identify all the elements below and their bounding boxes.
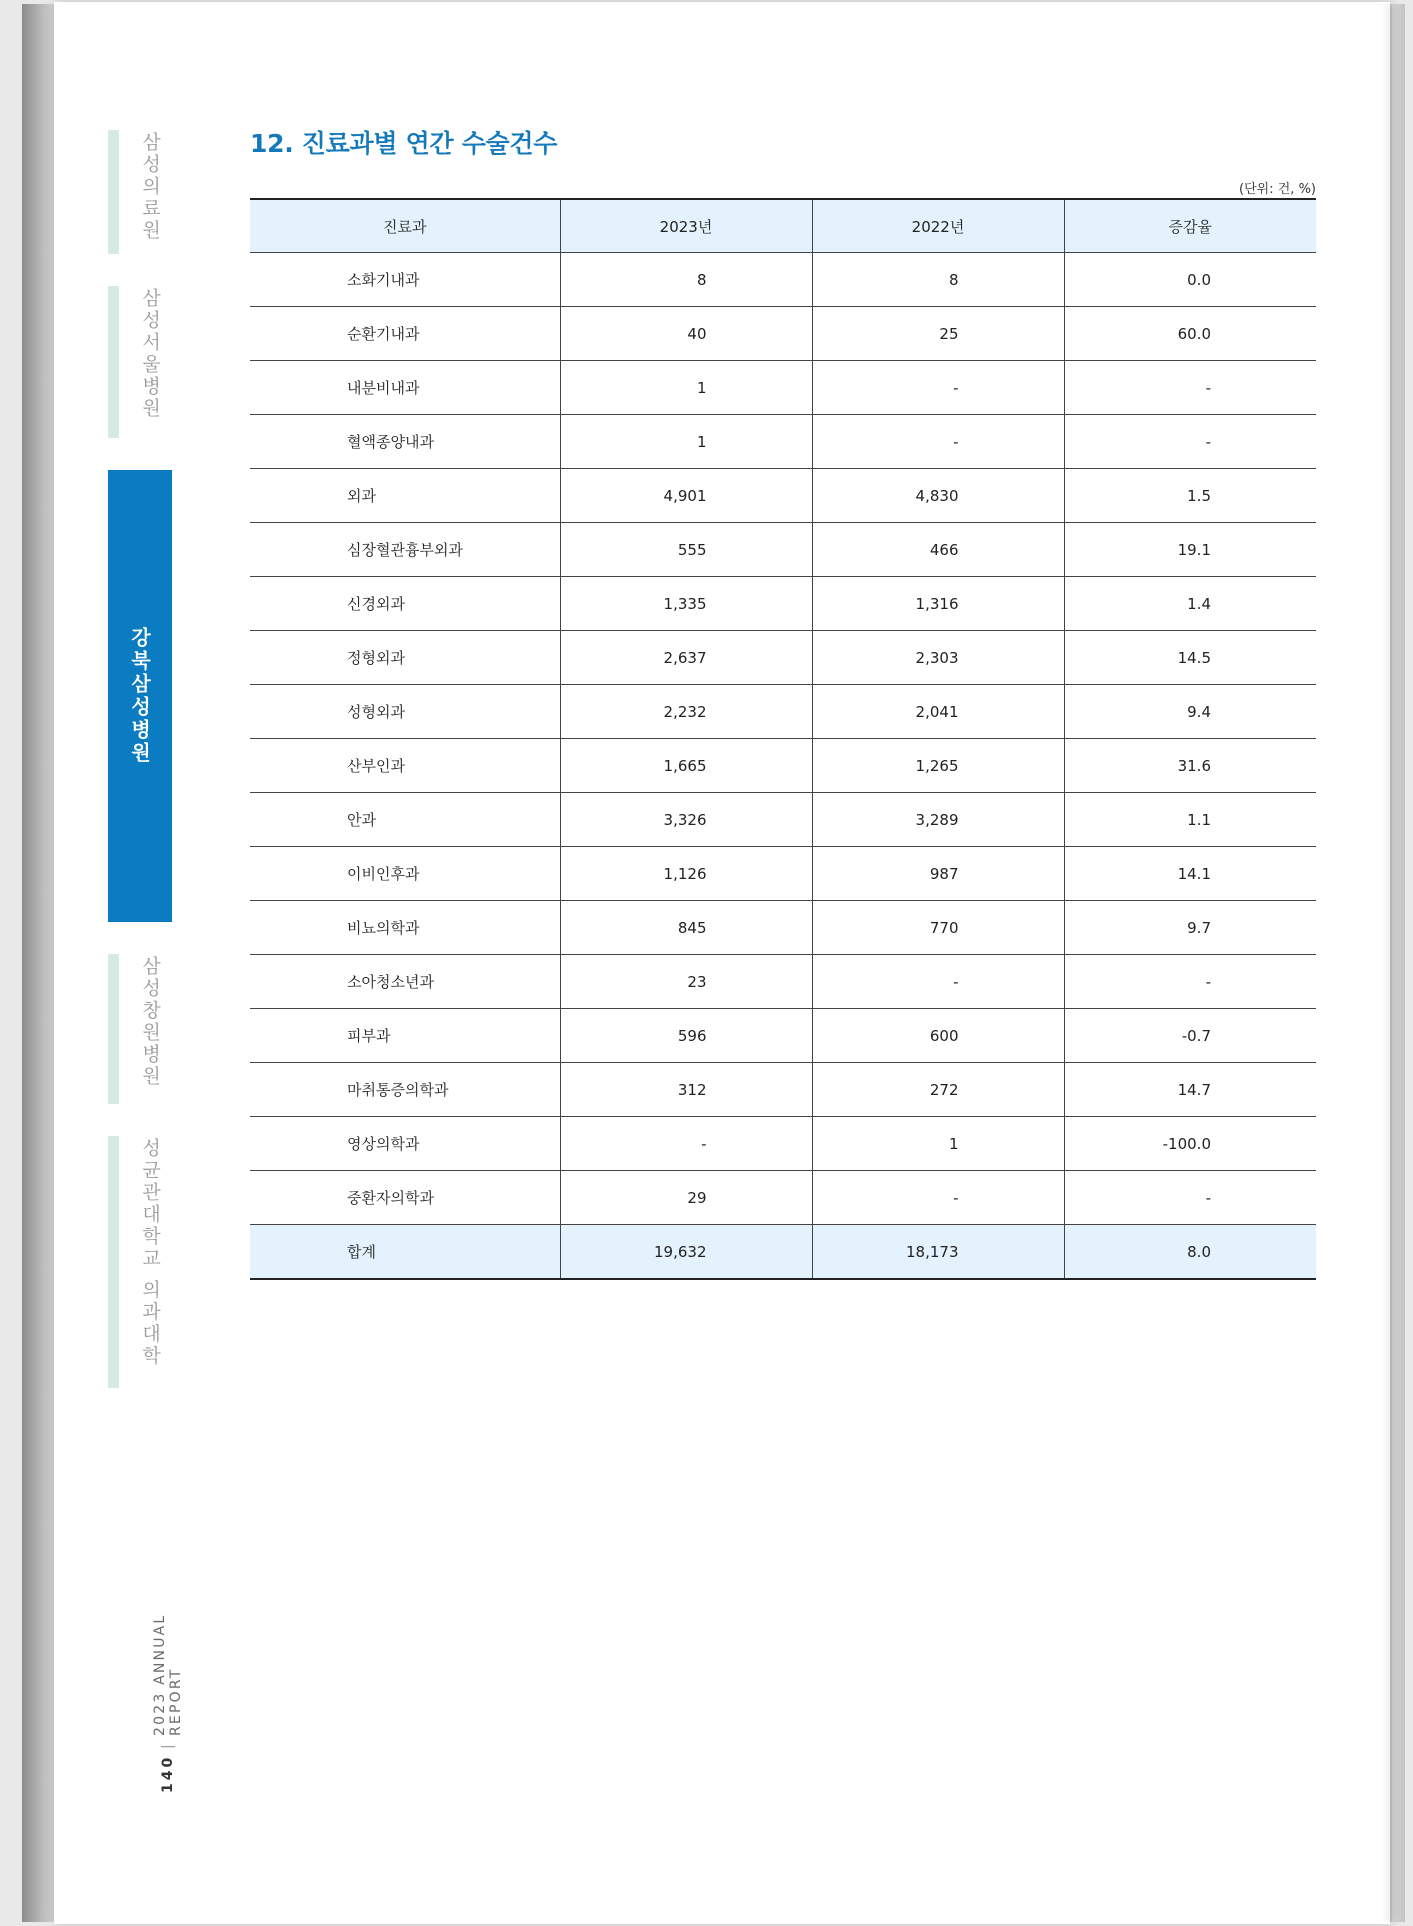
cell-2023: 555 (560, 523, 812, 577)
table-row (250, 307, 1316, 361)
side-tab-bar (108, 286, 119, 438)
cell-2022: - (812, 955, 1064, 1009)
cell-change-rate: 9.7 (1064, 901, 1316, 955)
table-row (250, 631, 1316, 685)
cell-department: 내분비내과 (250, 361, 560, 415)
cell-2023: 1,335 (560, 577, 812, 631)
cell-change-rate: 1.4 (1064, 577, 1316, 631)
table-row (250, 1009, 1316, 1063)
side-tab-samsung-changwon-hospital[interactable] (108, 954, 172, 1104)
table-row (250, 469, 1316, 523)
cell-2023: 8 (560, 253, 812, 307)
cell-2023: 2,637 (560, 631, 812, 685)
side-tab-bar (108, 130, 119, 254)
cell-department: 외과 (250, 469, 560, 523)
cell-department: 마취통증의학과 (250, 1063, 560, 1117)
table-row (250, 1117, 1316, 1171)
page-right-shadow (1381, 4, 1405, 1922)
cell-2022: 8 (812, 253, 1064, 307)
table-row (250, 739, 1316, 793)
cell-2022: 600 (812, 1009, 1064, 1063)
cell-change-rate: 14.5 (1064, 631, 1316, 685)
cell-change-rate: 1.1 (1064, 793, 1316, 847)
cell-change-rate: - (1064, 415, 1316, 469)
cell-change-rate: -0.7 (1064, 1009, 1316, 1063)
table-row (250, 577, 1316, 631)
cell-total-2022: 18,173 (812, 1225, 1064, 1280)
cell-change-rate: -100.0 (1064, 1117, 1316, 1171)
cell-2023: 1 (560, 361, 812, 415)
cell-department: 정형외과 (250, 631, 560, 685)
cell-department: 안과 (250, 793, 560, 847)
cell-2023: 3,326 (560, 793, 812, 847)
cell-change-rate: 9.4 (1064, 685, 1316, 739)
cell-2022: 2,041 (812, 685, 1064, 739)
cell-2023: 4,901 (560, 469, 812, 523)
table-row (250, 955, 1316, 1009)
side-tab-label: 성균관대학교 의과대학 (139, 1138, 161, 1368)
cell-2023: 312 (560, 1063, 812, 1117)
header-2022: 2022년 (812, 199, 1064, 253)
cell-2022: 1 (812, 1117, 1064, 1171)
side-tab-label: 강북삼성병원 (127, 627, 152, 765)
cell-department: 비뇨의학과 (250, 901, 560, 955)
header-change-rate: 증감율 (1064, 199, 1316, 253)
table-row (250, 793, 1316, 847)
cell-change-rate: 31.6 (1064, 739, 1316, 793)
side-tab-bar (108, 954, 119, 1104)
cell-change-rate: 60.0 (1064, 307, 1316, 361)
unit-note: (단위: 건, %) (1239, 182, 1316, 197)
cell-department: 심장혈관흉부외과 (250, 523, 560, 577)
cell-change-rate: 0.0 (1064, 253, 1316, 307)
cell-department: 성형외과 (250, 685, 560, 739)
cell-change-rate: - (1064, 955, 1316, 1009)
cell-2023: 1,126 (560, 847, 812, 901)
header-department: 진료과 (250, 199, 560, 253)
cell-2022: 1,265 (812, 739, 1064, 793)
cell-2022: - (812, 361, 1064, 415)
cell-2022: 987 (812, 847, 1064, 901)
cell-department: 순환기내과 (250, 307, 560, 361)
cell-change-rate: - (1064, 361, 1316, 415)
cell-change-rate: 1.5 (1064, 469, 1316, 523)
cell-department: 산부인과 (250, 739, 560, 793)
side-tab-label: 삼성서울병원 (139, 288, 161, 420)
cell-2022: 2,303 (812, 631, 1064, 685)
cell-change-rate: 14.1 (1064, 847, 1316, 901)
table-row (250, 415, 1316, 469)
cell-2022: - (812, 415, 1064, 469)
cell-2022: 1,316 (812, 577, 1064, 631)
cell-2022: 466 (812, 523, 1064, 577)
cell-2022: 4,830 (812, 469, 1064, 523)
page-number: 140 (160, 1754, 176, 1793)
cell-department: 소아청소년과 (250, 955, 560, 1009)
side-tab-bar (108, 1136, 119, 1388)
cell-department: 중환자의학과 (250, 1171, 560, 1225)
cell-2022: 25 (812, 307, 1064, 361)
table-row (250, 901, 1316, 955)
side-tab-label: 삼성창원병원 (139, 956, 161, 1088)
cell-change-rate: 14.7 (1064, 1063, 1316, 1117)
cell-total-2023: 19,632 (560, 1225, 812, 1280)
header-2023: 2023년 (560, 199, 812, 253)
cell-2023: 2,232 (560, 685, 812, 739)
table-header-row (250, 199, 1316, 253)
table-row (250, 523, 1316, 577)
cell-department: 소화기내과 (250, 253, 560, 307)
side-tab-samsung-medical-center[interactable] (108, 130, 172, 254)
cell-2023: 40 (560, 307, 812, 361)
table-total-row (250, 1225, 1316, 1280)
table-row (250, 685, 1316, 739)
page-title: 12. 진료과별 연간 수술건수 (250, 129, 558, 158)
cell-2022: 3,289 (812, 793, 1064, 847)
cell-total-change-rate: 8.0 (1064, 1225, 1316, 1280)
cell-department: 영상의학과 (250, 1117, 560, 1171)
cell-department: 이비인후과 (250, 847, 560, 901)
page-footer (152, 1543, 184, 1793)
side-tab-kangbuk-samsung-hospital[interactable] (108, 470, 172, 922)
table-row (250, 1171, 1316, 1225)
cell-change-rate: 19.1 (1064, 523, 1316, 577)
cell-department: 신경외과 (250, 577, 560, 631)
side-tab-samsung-seoul-hospital[interactable] (108, 286, 172, 438)
cell-total-label: 합계 (250, 1225, 560, 1280)
cell-department: 혈액종양내과 (250, 415, 560, 469)
cell-2023: 23 (560, 955, 812, 1009)
cell-2022: 770 (812, 901, 1064, 955)
cell-change-rate: - (1064, 1171, 1316, 1225)
footer-separator: | (160, 1741, 176, 1749)
cell-2023: 1,665 (560, 739, 812, 793)
cell-2023: 845 (560, 901, 812, 955)
cell-2023: 596 (560, 1009, 812, 1063)
table-row (250, 253, 1316, 307)
cell-2023: 29 (560, 1171, 812, 1225)
table-row (250, 361, 1316, 415)
cell-2022: - (812, 1171, 1064, 1225)
table-row (250, 1063, 1316, 1117)
side-tab-skku-school-of-medicine[interactable] (108, 1136, 172, 1388)
book-spine-edge (22, 4, 54, 1922)
surgery-count-table (250, 198, 1316, 1280)
cell-2023: - (560, 1117, 812, 1171)
table-row (250, 847, 1316, 901)
cell-department: 피부과 (250, 1009, 560, 1063)
cell-2022: 272 (812, 1063, 1064, 1117)
side-tab-label: 삼성의료원 (139, 132, 161, 242)
cell-2023: 1 (560, 415, 812, 469)
report-name: 2023 ANNUAL REPORT (152, 1613, 184, 1736)
